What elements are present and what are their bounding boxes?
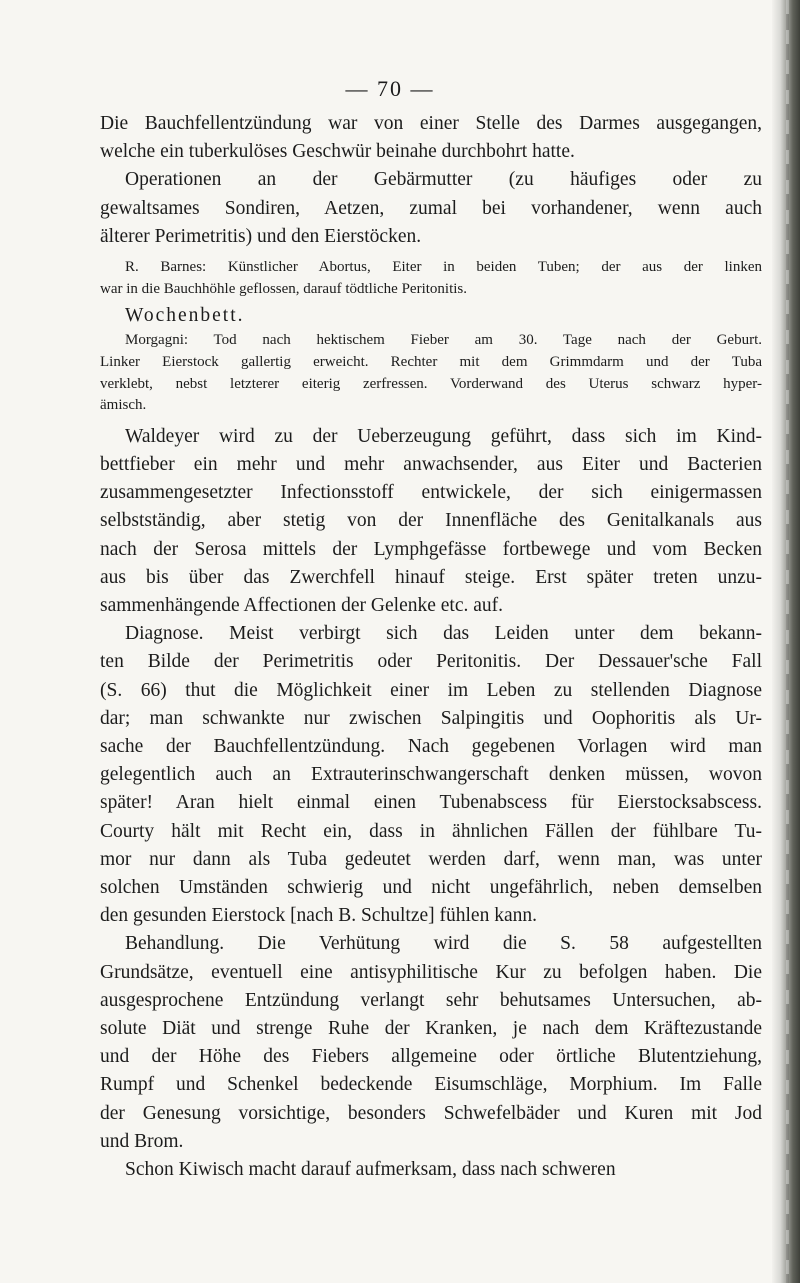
text-line: gelegentlich auch an Extrauterinschwangerschaft denken müssen, wovon xyxy=(100,764,762,786)
text-line: gewaltsames Sondiren, Aetzen, zumal bei vorhandener, wenn auch xyxy=(100,197,762,219)
text-line: (S. 66) thut die Möglichkeit einer im Leben zu stellenden Diagnose xyxy=(100,679,762,701)
text-line: Rumpf und Schenkel bedeckende Eisumschläge, Morphium. Im Falle xyxy=(100,1074,762,1096)
text-line: verklebt, nebst letzterer eiterig zerfressen. Vorderwand des Uterus schwarz hyper- xyxy=(100,375,762,392)
text-line: den gesunden Eierstock [nach B. Schultze] fühlen kann. xyxy=(100,905,537,927)
text-line: später! Aran hielt einmal einen Tubenabscess für Eierstocksabscess. xyxy=(100,792,762,814)
text-line: nach der Serosa mittels der Lymphgefässe fortbewege und vom Becken xyxy=(100,538,762,560)
text-line: Die Bauchfellentzündung war von einer Stelle des Darmes ausgegangen, xyxy=(100,113,762,134)
text-line: Schon Kiwisch macht darauf aufmerksam, dass nach schweren xyxy=(125,1159,616,1181)
text-line: der Genesung vorsichtige, besonders Schwefelbäder und Kuren mit Jod xyxy=(100,1102,762,1124)
page-number: — 70 — xyxy=(345,76,435,101)
section-heading xyxy=(100,302,762,330)
text-line: mor nur dann als Tuba gedeutet werden darf, wenn man, was unter xyxy=(100,848,762,870)
text-line: ämisch. xyxy=(100,397,147,414)
paragraph xyxy=(100,620,762,930)
text-line: bettfieber ein mehr und mehr anwachsender, aus Eiter und Bacterien xyxy=(100,453,762,475)
text-line: selbstständig, aber stetig von der Innenfläche des Genitalkanals aus xyxy=(100,510,762,532)
text-line: R. Barnes: Künstlicher Abortus, Eiter in beiden Tuben; der aus der linken xyxy=(125,259,762,276)
paragraph xyxy=(100,930,762,1156)
text-line: aus bis über das Zwerchfell hinauf steige. Erst später treten unzu- xyxy=(100,566,762,588)
text-line: dar; man schwankte nur zwischen Salpingitis und Oophoritis als Ur- xyxy=(100,707,762,729)
text-line: solute Diät und strenge Ruhe der Kranken, je nach dem Kräftezustande xyxy=(100,1018,762,1040)
text-line: Courty hält mit Recht ein, dass in ähnlichen Fällen der fühlbare Tu- xyxy=(100,820,762,842)
text-line: sache der Bauchfellentzündung. Nach gegebenen Vorlagen wird man xyxy=(100,736,762,758)
text-line: war in die Bauchhöhle geflossen, darauf tödtliche Peritonitis. xyxy=(100,280,467,297)
paragraph xyxy=(100,1156,762,1184)
paragraph-small xyxy=(100,257,762,300)
paragraph xyxy=(100,110,762,166)
text-line: Grundsätze, eventuell eine antisyphilitische Kur zu befolgen haben. Die xyxy=(100,961,762,983)
text-line: Linker Eierstock gallertig erweicht. Rechter mit dem Grimmdarm und der Tuba xyxy=(100,354,762,370)
text-line: älterer Perimetritis) und den Eierstöcken. xyxy=(100,225,422,247)
body-text xyxy=(100,110,762,1184)
text-line: und Brom. xyxy=(100,1130,184,1152)
text-line: zusammengesetzter Infectionsstoff entwickele, der sich einigermassen xyxy=(100,482,762,504)
text-line: Diagnose. Meist verbirgt sich das Leiden unter dem bekann- xyxy=(125,623,762,645)
text-line: Operationen an der Gebärmutter (zu häufiges oder zu xyxy=(125,169,762,191)
text-line: ten Bilde der Perimetritis oder Peritonitis. Der Dessauer'sche Fall xyxy=(100,651,762,673)
text-line: Morgagni: Tod nach hektischem Fieber am 30. Tage nach der Geburt. xyxy=(125,332,762,349)
text-line: Waldeyer wird zu der Ueberzeugung geführt, dass sich im Kind- xyxy=(125,425,762,447)
paragraph-small xyxy=(100,330,762,416)
text-line: solchen Umständen schwierig und nicht ungefährlich, neben demselben xyxy=(100,877,762,899)
text-line: und der Höhe des Fiebers allgemeine oder örtliche Blutentziehung, xyxy=(100,1046,762,1068)
paragraph xyxy=(100,423,762,620)
text-line: ausgesprochene Entzündung verlangt sehr behutsames Untersuchen, ab- xyxy=(100,989,762,1011)
paragraph xyxy=(100,166,762,251)
heading-wochenbett: Wochenbett. xyxy=(125,305,245,327)
text-line: Behandlung. Die Verhütung wird die S. 58 aufgestellten xyxy=(125,933,762,955)
binding-edge xyxy=(772,0,800,1283)
text-line: sammenhängende Affectionen der Gelenke etc. auf. xyxy=(100,595,504,616)
text-line: welche ein tuberkulöses Geschwür beinahe durchbohrt hatte. xyxy=(100,141,575,163)
